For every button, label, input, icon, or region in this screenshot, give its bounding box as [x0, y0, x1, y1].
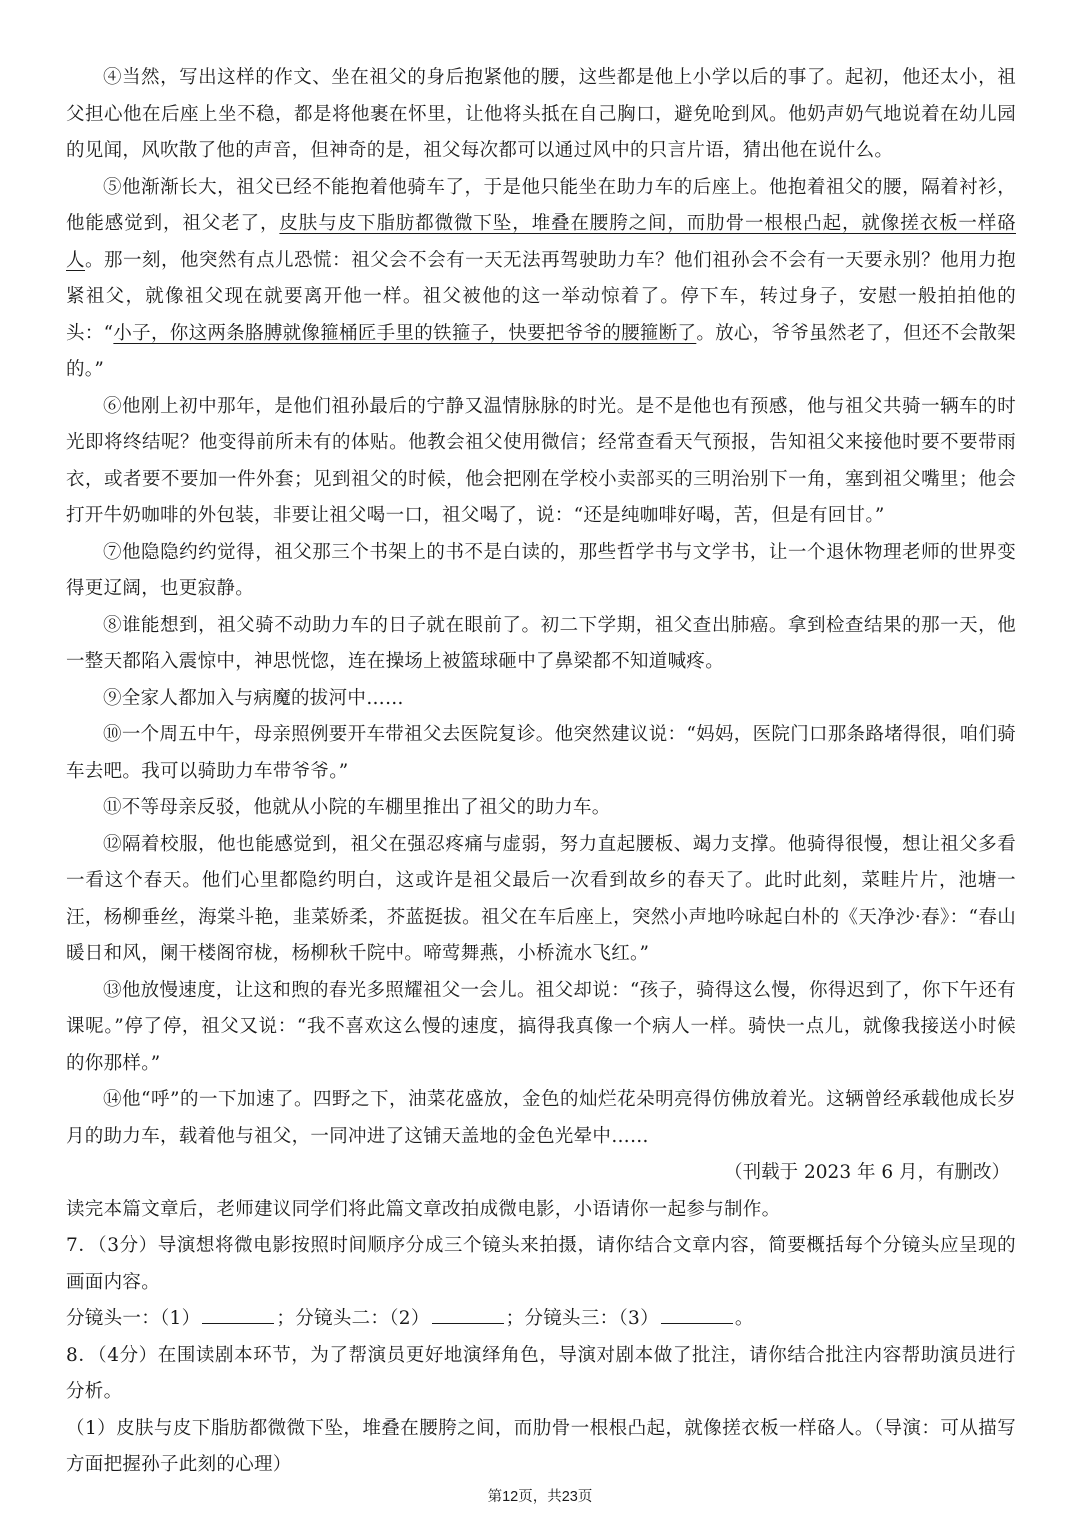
paragraph-5-text-b: 。那一刻，他突然有点儿恐慌：祖父会不会有一天无法再驾驶助力车？他们祖孙会不会有一天要永别？他用力抱紧祖父，就像祖父现在就要离开他一样。祖父被他的这一举动惊着了。停下车，转过身子，安慰一般拍拍他的头：“: [66, 249, 1016, 344]
source-note: （刊载于 2023 年 6 月，有删改）: [724, 1162, 1010, 1183]
paragraph-7: ⑦他隐隐约约觉得，祖父那三个书架上的书不是白读的，那些哲学书与文学书，让一个退休物理老师的世界变得更辽阔，也更寂静。: [66, 541, 1016, 599]
paragraph-14: ⑭他“呼”的一下加速了。四野之下，油菜花盛放，金色的灿烂花朵明亮得仿佛放着光。这辆曾经承载他成长岁月的助力车，载着他与祖父，一同冲进了这铺天盖地的金色光晕中……: [66, 1089, 1016, 1147]
paragraph-10: ⑩一个周五中午，母亲照例要开车带祖父去医院复诊。他突然建议说：“妈妈，医院门口那条路堵得很，咱们骑车去吧。我可以骑助力车带爷爷。”: [66, 724, 1016, 782]
shot-3-label: ；分镜头三：（3）: [505, 1308, 659, 1329]
paragraph-5: [66, 170, 1016, 389]
paragraph-4: ④当然，写出这样的作文、坐在祖父的身后抱紧他的腰，这些都是他上小学以后的事了。起初，他还太小，祖父担心他在后座上坐不稳，都是将他裹在怀里，让他将头抵在自己胸口，避免呛到风。他奶声奶气地说着在幼儿园的见闻，风吹散了他的声音，但神奇的是，祖父每次都可以通过风中的只言片语，猜出他在说什么。: [66, 67, 1016, 161]
article-body: [66, 60, 1016, 1484]
paragraph-13: ⑬他放慢速度，让这和煦的春光多照耀祖父一会儿。祖父却说：“孩子，骑得这么慢，你得迟到了，你下午还有课呢。”停了停，祖父又说：“我不喜欢这么慢的速度，搞得我真像一个病人一样。骑快一点儿，就像我接送小时候的你那样。”: [66, 979, 1016, 1074]
shot-3-blank[interactable]: [661, 1305, 733, 1324]
question-8: 8．（4分）在围读剧本环节，为了帮演员更好地演绎角色，导演对剧本做了批注，请你结合批注内容帮助演员进行分析。: [66, 1344, 1016, 1402]
underlined-sentence-1: 皮肤与皮下脂肪都微微下坠，堆叠在腰胯之间，而肋骨一根根凸起，就像搓衣板一样硌人: [66, 213, 1016, 271]
paragraph-9: ⑨全家人都加入与病魔的拔河中……: [103, 687, 404, 709]
question-7-answer-line: [66, 1301, 1016, 1338]
question-8-sub-1: （1）皮肤与皮下脂肪都微微下坠，堆叠在腰胯之间，而肋骨一根根凸起，就像搓衣板一样硌人。（导演：可从描写方面把握孙子此刻的心理）: [66, 1417, 1016, 1475]
shot-2-label: ；分镜头二：（2）: [276, 1308, 430, 1329]
underlined-sentence-2: 小子，你这两条胳膊就像箍桶匠手里的铁箍子，快要把爷爷的腰箍断了: [113, 322, 697, 344]
paragraph-6: ⑥他刚上初中那年，是他们祖孙最后的宁静又温情脉脉的时光。是不是他也有预感，他与祖父共骑一辆车的时光即将终结呢？他变得前所未有的体贴。他教会祖父使用微信；经常查看天气预报，告知祖父来接他时要不要带雨衣，或者要不要加一件外套；见到祖父的时候，他会把刚在学校小卖部买的三明治别下一角，塞到祖父嘴里；他会打开牛奶咖啡的外包装，非要让祖父喝一口，祖父喝了，说：“还是纯咖啡好喝，苦，但是有回甘。”: [66, 395, 1016, 526]
shot-1-label: 分镜头一：（1）: [66, 1308, 201, 1329]
paragraph-5-text-a: ⑤他渐渐长大，祖父已经不能抱着他骑车了，于是他只能坐在助力车的后座上。他抱着祖父的腰，隔着衬衫，他能感觉到，祖父老了，: [66, 176, 1016, 234]
page-footer: 第12页，共23页: [487, 1489, 593, 1505]
paragraph-11: ⑪不等母亲反驳，他就从小院的车棚里推出了祖父的助力车。: [103, 797, 611, 818]
shot-2-blank[interactable]: [432, 1305, 504, 1324]
shot-1-blank[interactable]: [202, 1305, 274, 1324]
question-7: 7．（3分）导演想将微电影按照时间顺序分成三个镜头来拍摄，请你结合文章内容，简要概括每个分镜头应呈现的画面内容。: [66, 1235, 1016, 1293]
paragraph-8: ⑧谁能想到，祖父骑不动助力车的日子就在眼前了。初二下学期，祖父查出肺癌。拿到检查结果的那一天，他一整天都陷入震惊中，神思恍惚，连在操场上被篮球砸中了鼻梁都不知道喊疼。: [66, 614, 1016, 672]
paragraph-5-text-c: 。放心，爷爷虽然老了，但还不会散架的。”: [66, 322, 1016, 380]
task-intro: 读完本篇文章后，老师建议同学们将此篇文章改拍成微电影，小语请你一起参与制作。: [66, 1198, 781, 1220]
answer-line-end: 。: [734, 1308, 754, 1329]
paragraph-12: ⑫隔着校服，他也能感觉到，祖父在强忍疼痛与虚弱，努力直起腰板、竭力支撑。他骑得很慢，想让祖父多看一看这个春天。他们心里都隐约明白，这或许是祖父最后一次看到故乡的春天了。此时此刻，菜畦片片，池塘一汪，杨柳垂丝，海棠斗艳，韭菜娇柔，芥蓝挺拔。祖父在车后座上，突然小声地吟咏起白朴的《天净沙·春》：“春山暖日和风，阑干楼阁帘栊，杨柳秋千院中。啼莺舞燕，小桥流水飞红。”: [66, 833, 1016, 964]
